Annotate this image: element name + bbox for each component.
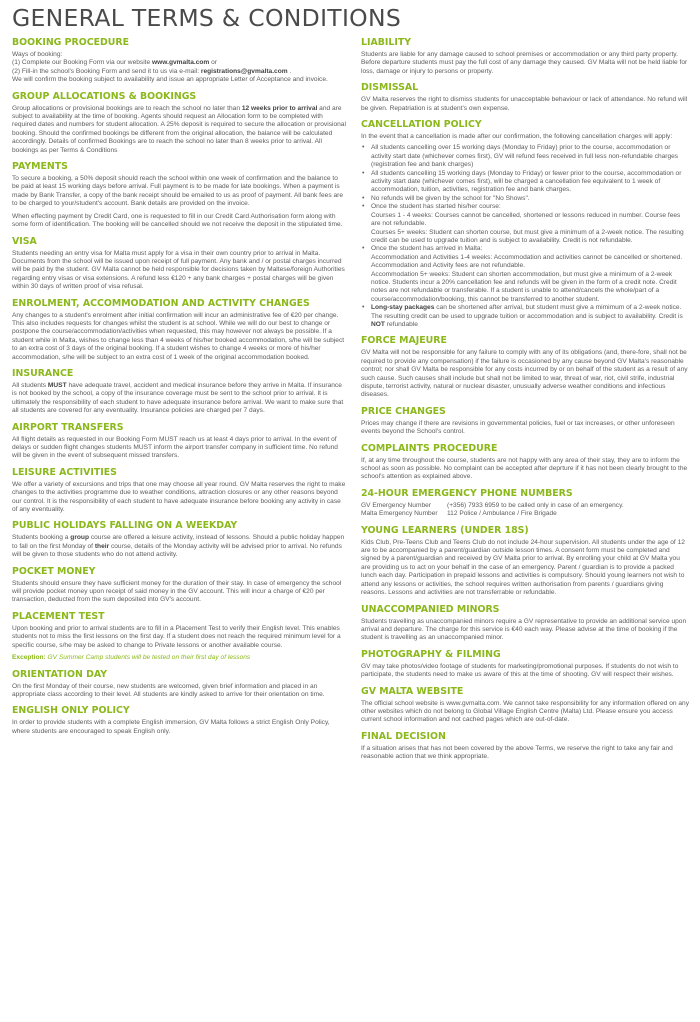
section-text: Kids Club, Pre-Teens Club and Teens Club do not include 24-hour supervision. All students under the age of 12 are to be accompanied by a parent/guardian outside lesson times. A consent form must be completed and signed by a parent/guardian and received by GV Malta prior to arrival. By enrolling your child at GV Malta you are providing us to act on your behalf in the case of an emergency. Parent / guardian is to provide a packed lunch each day. Participation in prepaid lessons and activities is compulsory. Should young learners not wish to attend any lessons or activities, the school requires written authorisation from parents / guardians giving reasons. Lessons and activities are not transferrable or refundable.	[361, 538, 685, 597]
bold-text: Long-stay packages	[371, 304, 435, 312]
section-text: GV may take photos/video footage of students for marketing/promotional purposes. If students do not wish to participate, the students need to make us aware of this at the time of shooting. GV will respect their wishes.	[361, 662, 679, 679]
section-text: In order to provide students with a complete English immersion, GV Malta follows a strict English Only Policy, where students are encouraged to speak English only.	[12, 719, 330, 735]
section-text: Students needing an entry visa for Malta must apply for a visa in their own country prior to arrival in Malta. Documents from the school will be issued upon receipt of full payment. Any bank and / or postal charges incurred will be paid by the student. GV Malta cannot be held responsible for decisions taken by Maltese/foreign Authorities regarding entry visas or visa extensions. A refund less €120 + any bank charges + postal charges will be given within 30 days of written proof of visa refusal.	[12, 249, 345, 291]
section-heading: LEISURE ACTIVITIES	[12, 466, 117, 478]
section-heading: LIABILITY	[361, 37, 411, 48]
section-heading: YOUNG LEARNERS (UNDER 18S)	[361, 524, 529, 536]
section-airport-transfers	[12, 422, 346, 461]
text-run: Group allocations or provisional bookings are to reach the school no later than	[12, 104, 242, 112]
section-heading: DISMISSAL	[361, 82, 419, 94]
section-heading: ORIENTATION DAY	[12, 668, 108, 680]
section-heading: PAYMENTS	[12, 161, 68, 173]
section-heading: INSURANCE	[12, 367, 74, 379]
list-item	[361, 203, 690, 245]
section-text: GV Malta reserves the right to dismiss students for unacceptable behaviour or lack of attendance. No refund will be given. Repatriation is at student's own expense.	[361, 96, 688, 112]
section-heading: BOOKING PROCEDURE	[12, 37, 130, 48]
left-column	[12, 37, 346, 742]
text-run: Accommodation and Activities 1-4 weeks: Accommodation and activities cannot be cancelled or shortened. Accommodation and Activity fees are not refundable.	[371, 253, 683, 270]
text-run: and are subject to availability at the time of booking. Agents should request an Allocation form to be completed with required dates and numbers for student allocation. A 25% deposit is required to secure the allocation or provisional booking. Should the confirmed bookings be different from the original allocation, the balance will be calculated accordingly. Details of confirmed Bookings are to reach the school no later than 8 weeks prior to arrival. All bookings as per Terms & Conditions	[12, 104, 346, 154]
section-orientation-day	[12, 669, 346, 700]
section-insurance	[12, 368, 346, 416]
section-text: To secure a booking, a 50% deposit should reach the school within one week of confirmation and the balance to be paid at least 15 working days before arrival. Full payment is to be made for late bookings. When a payment is made by Bank Transfer, a copy of the bank receipt should be emailed to us as proof of payment. All bank fees are to be charged to your/student's account. Bank details are provided on the invoice.	[12, 175, 343, 208]
section-liability	[361, 37, 690, 76]
emergency-row	[361, 510, 690, 518]
section-heading: ENGLISH ONLY POLICY	[12, 705, 130, 717]
bold-text: group	[70, 534, 89, 542]
section-text: When effecting payment by Credit Card, one is requested to fill in our Credit Card Authorisation form along with some form of identification. The booking will be cancelled should we not receive the deposit in the stipulated time.	[12, 212, 343, 229]
section-public-holidays	[12, 520, 346, 559]
booking-option-2: (2) Fill-in the school's Booking Form and send it to us via e-mail:	[12, 67, 201, 75]
section-text: Any changes to a student's enrolment after initial confirmation will incur an administrative fee of €20 per change. This also includes requests for changes whilst the student is at school. While we will do our best to change or postpone the course/accommodation/activities when requested, this may however not always be possible. If a student while in Malta, wishes to change less than 4 weeks of his/her booked accommodation, s/he will be subject to an extra cost of 3 days of the original booking. If a student wishes to change 4 weeks or more of his/her accommodation, s/he will be subject to an extra cost of 1 week of the original accommodation booked.	[12, 311, 345, 361]
section-text: If a situation arises that has not been covered by the above Terms, we reserve the right to take any fair and reasonable action that we think appropriate.	[361, 744, 673, 761]
section-payments	[12, 161, 346, 229]
email-link[interactable]: registrations@gvmalta.com	[200, 67, 288, 75]
section-text: Upon booking and prior to arrival students are to fill in a Placement Test to verify their English level. This enables students not to miss the first lessons on the first day. If a student does not reach the required minimum level for a specific course, s/he may be asked to change to Private lessons or another available course.	[12, 624, 341, 649]
section-heading: PLACEMENT TEST	[12, 610, 105, 622]
section-english-only	[12, 705, 346, 736]
section-heading: UNACCOMPANIED MINORS	[361, 603, 500, 615]
section-text: Students are liable for any damage caused to school premises or accommodation or any third party property. Before departure students must pay the full cost of any damage they caused. GV Malta will not be held liable for loss, damage or injury to persons or property.	[361, 51, 688, 75]
booking-ways-label: Ways of booking:	[12, 51, 63, 58]
section-heading: FINAL DECISION	[361, 730, 446, 742]
exception-label: Exception:	[12, 654, 46, 662]
bold-text: NOT	[371, 320, 385, 328]
page-title: GENERAL TERMS & CONDITIONS	[12, 4, 402, 32]
cancellation-list	[361, 144, 690, 329]
exception-note	[12, 654, 346, 662]
section-force-majeure	[361, 335, 690, 399]
emergency-value: 112 Police / Ambulance / Fire Brigade	[447, 510, 557, 518]
section-text: GV Malta will not be responsible for any failure to comply with any of its obligations (and, there-fore, shall not be required to provide any compensation) if the failure is occasioned by any cause beyond GV Malta's reasonable control; nor shall GV Malta be responsible for any costs incurred by or on behalf of the student as a result of any such cause. Such causes shall include but shall not be limited to war, threat of war, riot, civil strife, industrial dispute, terrorist activity, natural or nuclear disaster, unusually adverse weather conditions and infectious diseases.	[361, 349, 688, 399]
text-run: course, details of the Monday activity will be advised prior to arrival. No refunds will be given to those students who do not attend activity.	[12, 542, 342, 559]
section-heading: COMPLAINTS PROCEDURE	[361, 442, 498, 454]
list-item: • No refunds will be given by the school for "No Shows".	[361, 195, 690, 203]
emergency-row	[361, 502, 690, 510]
section-complaints	[361, 443, 690, 482]
section-text: Students should ensure they have sufficient money for the duration of their stay. In case of emergency the school will provide pocket money upon receipt of said money in the GV account. This will incur a charge of €20 per transaction, deducted from the sum deposited into GV's account.	[12, 579, 342, 604]
section-group-allocations	[12, 91, 346, 155]
section-heading: VISA	[12, 235, 37, 247]
section-text	[12, 534, 346, 559]
section-heading: PUBLIC HOLIDAYS FALLING ON A WEEKDAY	[12, 520, 238, 532]
section-website	[361, 686, 690, 725]
section-heading: 24-HOUR EMERGENCY PHONE NUMBERS	[361, 487, 573, 499]
list-item	[361, 245, 690, 304]
section-heading: PRICE CHANGES	[361, 405, 446, 417]
text-run: can be shortened after arrival, but student must give a mimimum of a 2-week notice. The resulting credit can be used to upgrade tuition or accommodation and is subject to availability. Credit is	[371, 304, 683, 320]
section-visa	[12, 236, 346, 292]
section-cancellation-policy	[361, 119, 690, 329]
bold-text: 12 weeks prior to arrival	[241, 104, 318, 112]
section-text	[12, 382, 346, 416]
section-heading: POCKET MONEY	[12, 565, 96, 577]
list-item: • All students cancelling 15 working days (Monday to Friday) or fewer prior to the course, accommodation or activity start date (whichever comes first), will be charged a cancellation fee equivalent to 1 week of accommodation, tuition, activities, registration fee and bank charges.	[361, 170, 690, 195]
section-heading: CANCELLATION POLICY	[361, 119, 482, 131]
section-price-changes	[361, 406, 690, 437]
bold-text: their	[94, 542, 110, 550]
section-text: All flight details as requested in our Booking Form MUST reach us at least 4 days prior to arrival. In the event of delays or sudden flight changes students MUST inform the airport transfer company in sufficient time. No refund will be given in the event of subsequent missed transfers.	[12, 435, 338, 460]
section-text: On the first Monday of their course, new students are welcomed, given brief information and placed in an appropriate class according to their level. All students are kindly asked to arrive for their orientation on time.	[12, 682, 325, 698]
section-text: If, at any time throughout the course, students are not happy with any area of their stay, they are to inform the school as soon as possible. No complaint can be accepted after deprture if it has not been clearly brought to the school's attention as explained above.	[361, 456, 688, 481]
section-text	[12, 105, 346, 155]
section-heading: GV MALTA WEBSITE	[361, 685, 464, 697]
section-pocket-money	[12, 566, 346, 605]
text-run: refundable	[384, 320, 418, 328]
section-text: Prices may change if there are revisions in governmental policies, fuel or tax increases, or other unforeseen events beyond the School's control.	[361, 419, 675, 436]
text-run: Students booking a	[12, 534, 71, 542]
section-heading: FORCE MAJEURE	[361, 335, 447, 347]
emergency-label: Malta Emergency Number	[361, 510, 438, 518]
section-heading: PHOTOGRAPHY & FILMING	[361, 648, 501, 660]
text-run: Once the student has arrived in Malta:	[371, 245, 483, 253]
section-text: Students travelling as unaccompanied minors require a GV representative to provide an additional service upon arrival and departure. The charge for this service is €40 each way. Please advise at the time of booking if the student is travelling as an unaccompanied minor.	[361, 617, 687, 642]
section-text: We offer a variety of excursions and trips that one may choose all year round. GV Malta reserves the right to make changes to the activities programme due to weather conditions, attraction closures or any other reasons beyond our control. It is the responsibility of each student to have adequate insurance before booking any activity in case of any eventuality.	[12, 480, 346, 514]
text-run: Courses 1 - 4 weeks: Courses cannot be cancelled, shortened or lessons reduced in number. Course fees are not refundable.	[371, 211, 681, 228]
section-heading: GROUP ALLOCATIONS & BOOKINGS	[12, 90, 197, 102]
booking-confirmation-text: We will confirm the booking subject to availability and issue an appropriate Letter of Acceptance and invoice.	[12, 76, 328, 84]
section-dismissal	[361, 82, 690, 113]
section-final-decision	[361, 731, 690, 762]
booking-option-1-end: or	[209, 59, 217, 67]
section-text: In the event that a cancellation is made after our confirmation, the following cancellation charges will apply:	[361, 133, 673, 141]
section-booking-procedure	[12, 37, 346, 85]
section-young-learners	[361, 525, 690, 598]
section-text	[12, 51, 346, 85]
text-run: Courses 5+ weeks: Student can shorten course, but must give a minimum of a 2-week notice. The resulting credit can be used to upgrade tuition and is subject to availability. Credit is not refundable.	[371, 228, 684, 244]
emergency-value: (+356) 7933 6959 to be called only in case of an emergency.	[447, 501, 624, 509]
section-placement-test	[12, 611, 346, 663]
text-run: course are offered a leisure activity, instead of lessons. Should a public holiday happen to fall on the first Monday of	[12, 534, 345, 550]
section-enrolment-changes	[12, 298, 346, 362]
text-run: Accommodation 5+ weeks: Student can shorten accommodation, but must give a minimum of a 2-week notice. Students incur a 20% cancellation fee and refunds will be given in the form of a credit note. Credit notes are not refundable or transferable. If a student is unable to attend/cancels the whole/part of a course/accommodation/booking, this cannot be transferred to another student.	[371, 270, 677, 303]
website-link[interactable]: www.gvmalta.com	[152, 59, 210, 67]
section-leisure-activities	[12, 467, 346, 515]
bold-text: MUST	[47, 381, 67, 389]
exception-text: GV Summer Camp students will be tested on their first day of lessons	[45, 654, 251, 662]
booking-option-1: (1) Complete our Booking Form via our website	[12, 59, 152, 67]
section-text: The official school website is www.gvmalta.com. We cannot take responsibility for any information offered on any other websites which do not belong to Global Village English Centre (Malta) Ltd. Please ensure you access current school information and not cached pages which are out-of-date.	[361, 699, 690, 724]
booking-option-2-end: .	[287, 67, 292, 75]
text-run: have adequate travel, accident and medical insurance before they arrive in Malta. If insurance is not booked by the school, a copy of the insurance coverage must be sent to the school prior to arrival. It is ultimately the responsibility of each student to have adequate insurance before arrival. We want to make sure that all students are covered for any eventuality. Insurance policies are charged per 7 days.	[12, 381, 344, 415]
emergency-label: GV Emergency Number	[361, 501, 431, 509]
text-run: All students	[12, 381, 48, 389]
right-column	[361, 37, 690, 768]
section-heading: AIRPORT TRANSFERS	[12, 421, 124, 433]
list-item: • All students cancelling over 15 working days (Monday to Friday) prior to the course, accommodation or activity start date (whichever comes first), GV will refund fees received in full less non-refundable charges (registration fee and bank charges)	[361, 144, 690, 169]
section-heading: ENROLMENT, ACCOMMODATION AND ACTIVITY CHANGES	[12, 297, 310, 309]
section-emergency-numbers	[361, 488, 690, 519]
section-unaccompanied-minors	[361, 604, 690, 643]
section-photography	[361, 649, 690, 680]
list-item	[361, 304, 690, 329]
text-run: Once the student has started his/her course:	[371, 203, 501, 211]
